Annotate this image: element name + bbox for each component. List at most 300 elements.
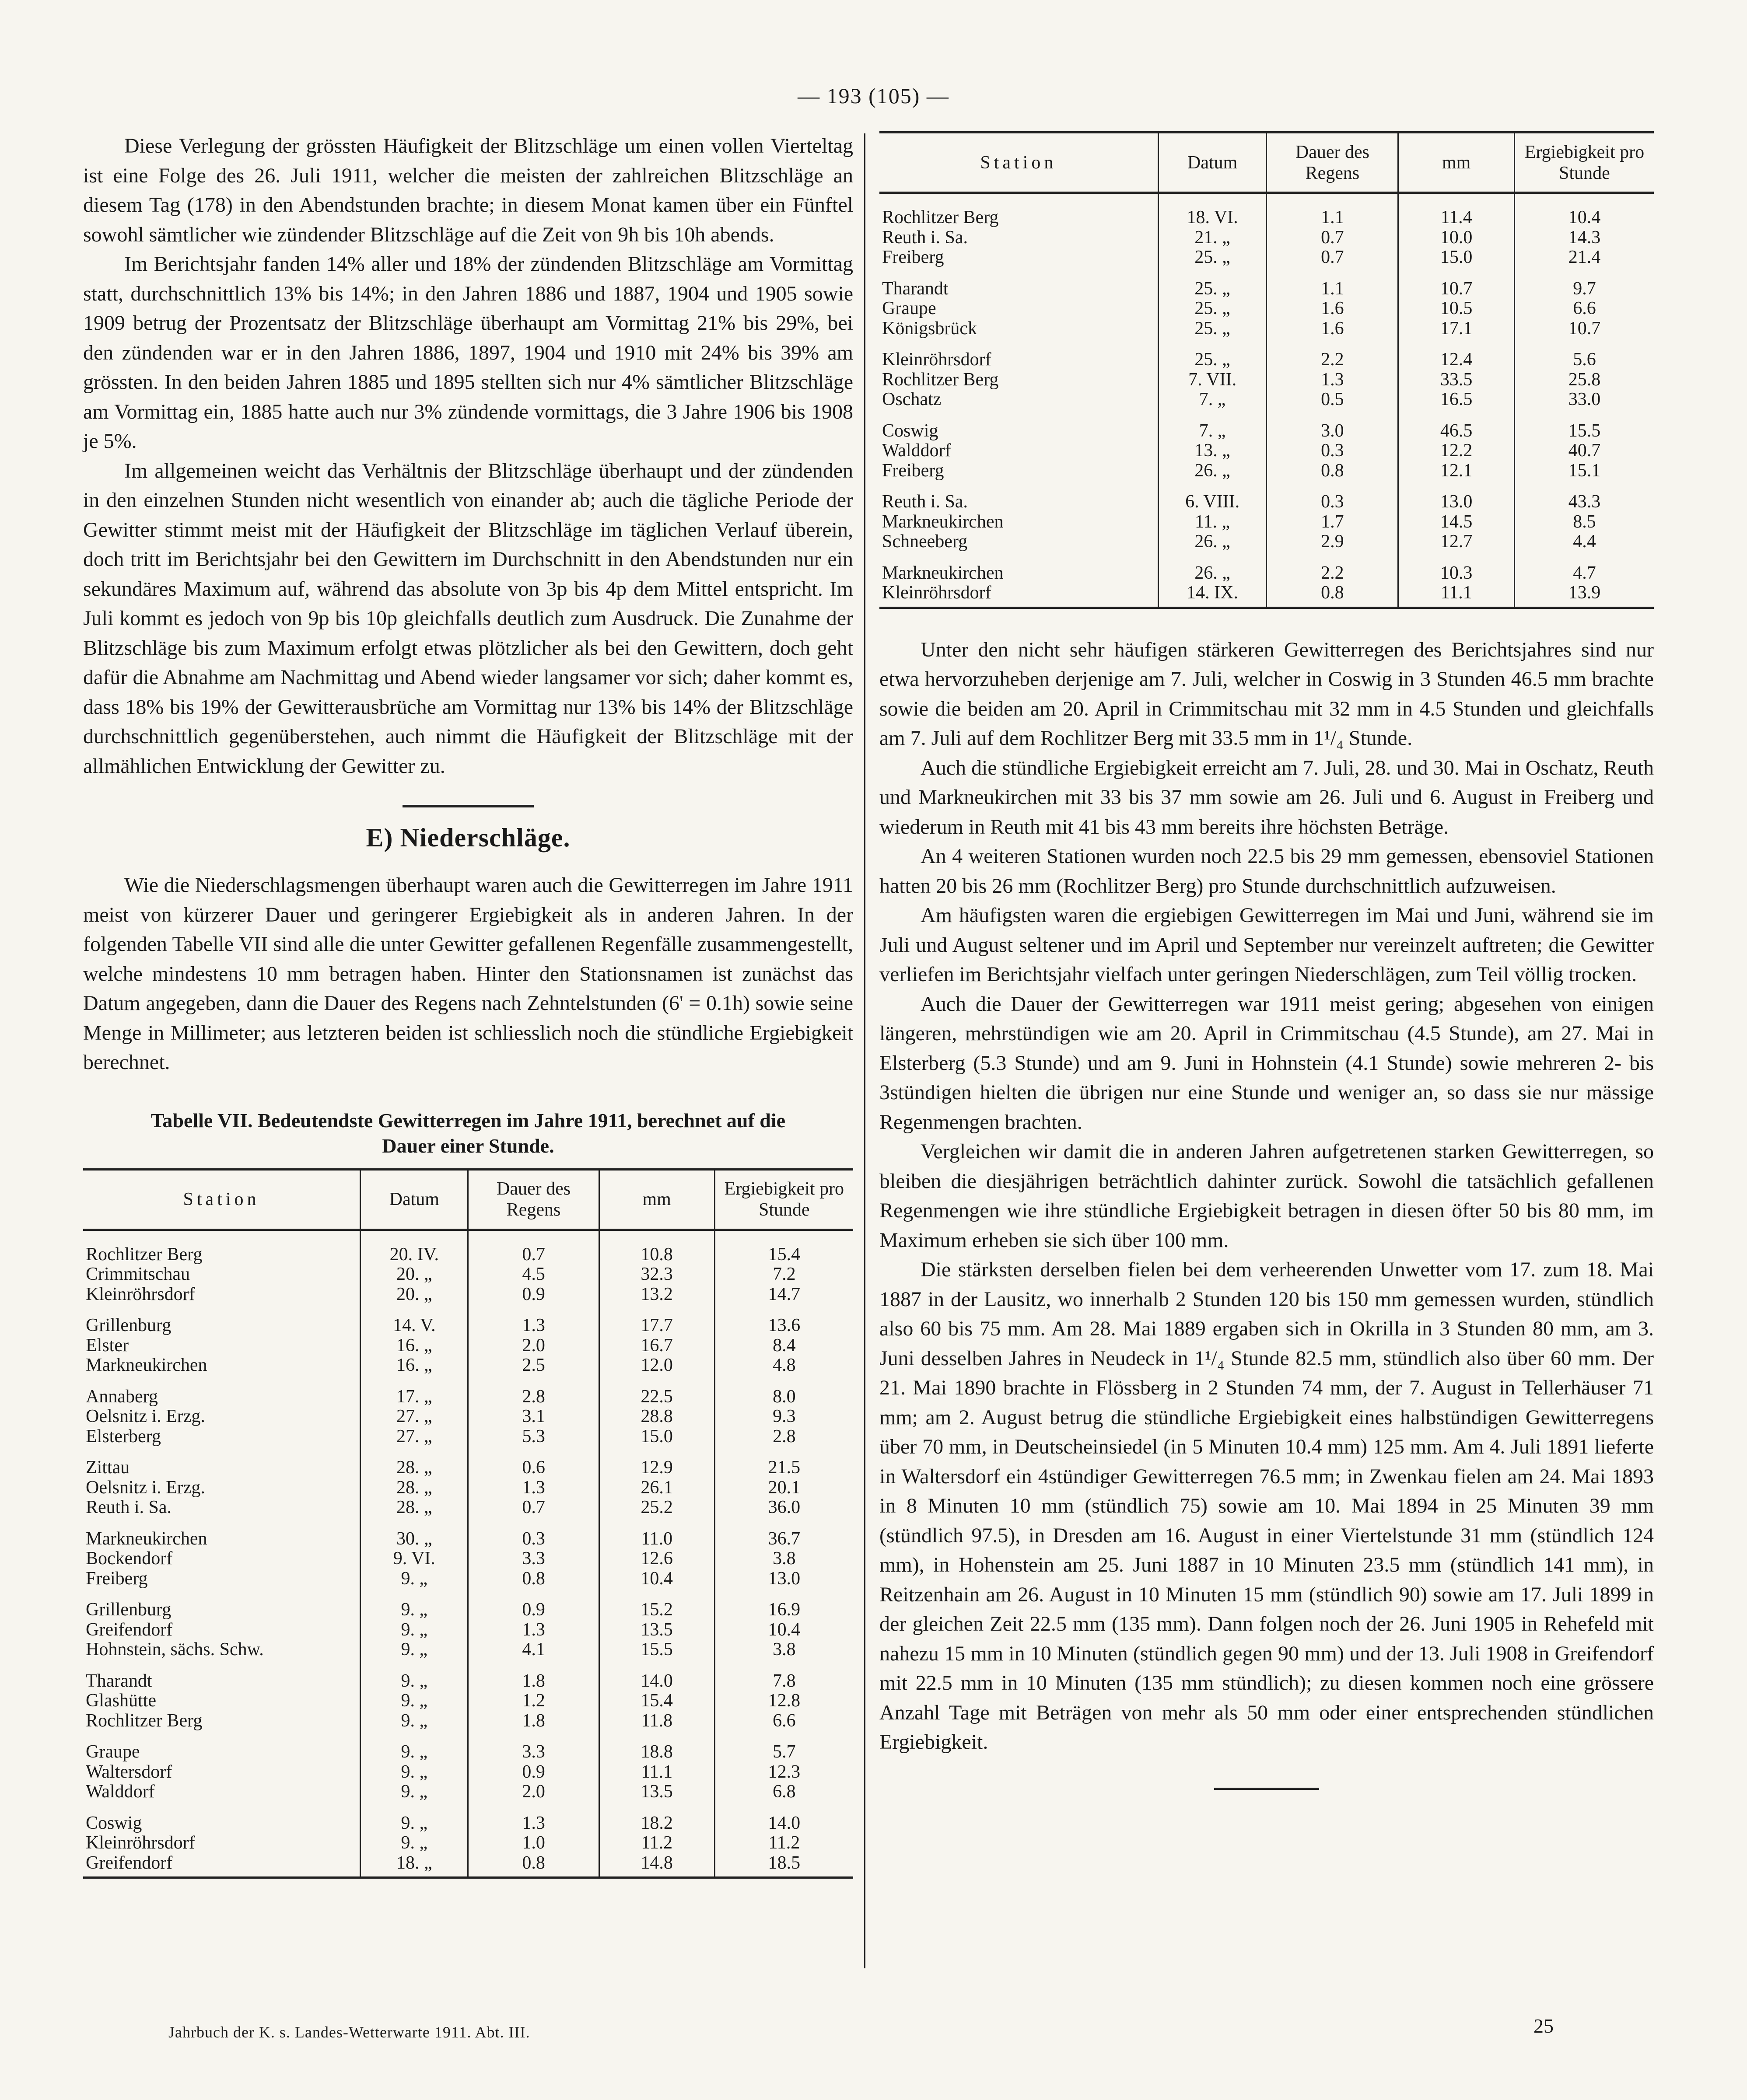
cell-mm: 22.5 — [599, 1376, 714, 1407]
cell-ergiebigkeit: 9.3 — [714, 1407, 853, 1427]
table-row — [83, 1427, 853, 1447]
cell-ergiebigkeit: 13.0 — [714, 1569, 853, 1589]
cell-station: Crimmitschau — [86, 1264, 190, 1284]
table-header-row — [879, 133, 1654, 193]
table-row — [83, 1498, 853, 1518]
cell-mm: 13.5 — [599, 1782, 714, 1802]
cell-ergiebigkeit: 12.8 — [714, 1691, 853, 1711]
table-row — [879, 248, 1654, 268]
cell-station: Elster — [86, 1335, 129, 1356]
cell-station: Zittau — [86, 1457, 130, 1478]
paragraph: Auch die stündliche Ergiebigkeit erreicht am 7. Juli, 28. und 30. Mai in Oschatz, Reuth und Markneukirchen mit 33 bis 37 mm sowie am 26. Juli und 6. August in Freiberg und wiederum in Reuth mit 41 bis 43 mm bereits ihre höchsten Beträge. — [879, 756, 1654, 839]
cell-station: Kleinröhrsdorf — [86, 1833, 195, 1853]
cell-ergiebigkeit: 5.7 — [714, 1731, 853, 1762]
table-row — [879, 390, 1654, 410]
cell-mm: 12.1 — [1398, 461, 1515, 481]
cell-ergiebigkeit: 15.4 — [714, 1245, 853, 1265]
cell-ergiebigkeit: 14.0 — [714, 1802, 853, 1834]
cell-dauer: 1.3 — [468, 1802, 599, 1834]
cell-datum: 25. „ — [1158, 319, 1267, 339]
cell-station: Graupe — [882, 298, 936, 318]
table-row — [83, 1731, 853, 1762]
cell-datum: 9. VI. — [361, 1549, 468, 1569]
cell-datum: 25. „ — [1158, 268, 1267, 299]
cell-ergiebigkeit: 18.5 — [714, 1853, 853, 1878]
cell-mm: 15.5 — [599, 1640, 714, 1660]
cell-dauer: 1.6 — [1267, 319, 1398, 339]
paragraph: Die stärksten derselben fielen bei dem verheerenden Unwetter vom 17. zum 18. Mai 1887 in der Lausitz, wo innerhalb 2 Stunden 120 bis 150 mm gemessen wurden, stündlich also 60 bis 75 mm. Am 28. Mai 1889 ergaben sich in Okrilla in 3 Stunden 80 mm, am 3. Juni desselben Jahres in Neudeck in 1¹/₄ Stunde 82.5 mm, stündlich also über 60 mm. Der 21. Mai 1890 brachte in Flössberg in 2 Stunden 74 mm, der 7. August in Tellerhäuser 71 mm; am 2. August betrug die stündliche Ergiebigkeit eines halbstündigen Gewitterregens über 70 mm, in Deutscheinsiedel (in 5 Minuten 10.4 mm) 125 mm. Am 4. Juli 1891 lieferte in Waltersdorf ein 4stündiger Gewitterregen 76.5 mm; in Zwenkau fielen am 24. Mai 1893 in 8 Minuten 10 mm (stündlich 75) sowie am 10. Mai 1894 in 25 Minuten 39 mm (stündlich 97.5), in Dresden am 16. August in einer Viertelstunde 31 mm (stündlich 124 mm), in Hohenstein am 25. Juni 1887 in 10 Minuten 23.5 mm (stündlich 141 mm), in Reitzenhain am 26. August in 10 Minuten 15 mm (stündlich 90) sowie am 17. Juli 1899 in der gleichen Zeit 22.5 mm (135 mm). Dann folgen noch der 26. Juni 1905 in Rehefeld mit nahezu 15 mm in 10 Minuten (stündlich gegen 90 mm) und der 13. Juli 1908 in Greifendorf mit 22.5 mm in 10 Minuten (135 mm stündlich); zu diesen kommen noch eine grössere Anzahl Tage mit Beträgen von mehr als 50 mm oder einer entsprechenden stündlichen Ergiebigkeit. — [879, 1258, 1654, 1754]
table-spacer-row — [879, 193, 1654, 208]
cell-station: Rochlitzer Berg — [882, 369, 999, 390]
cell-dauer: 1.2 — [468, 1691, 599, 1711]
cell-mm: 46.5 — [1398, 410, 1515, 441]
cell-mm: 14.5 — [1398, 512, 1515, 532]
table-row — [83, 1782, 853, 1802]
cell-ergiebigkeit: 6.6 — [714, 1711, 853, 1731]
cell-dauer: 0.7 — [468, 1498, 599, 1518]
cell-station: Bockendorf — [86, 1548, 173, 1569]
cell-dauer: 3.3 — [468, 1731, 599, 1762]
cell-station: Freiberg — [86, 1568, 148, 1589]
cell-mm: 17.7 — [599, 1304, 714, 1336]
cell-station: Markneukirchen — [86, 1355, 207, 1375]
cell-datum: 9. „ — [361, 1569, 468, 1589]
cell-datum: 20. „ — [361, 1285, 468, 1305]
cell-dauer: 1.3 — [468, 1620, 599, 1640]
cell-datum: 16. „ — [361, 1356, 468, 1376]
table-row — [83, 1640, 853, 1660]
cell-ergiebigkeit: 13.9 — [1514, 583, 1654, 608]
cell-ergiebigkeit: 11.2 — [714, 1833, 853, 1853]
cell-mm: 18.2 — [599, 1802, 714, 1834]
cell-station: Königsbrück — [882, 318, 977, 339]
cell-mm: 12.6 — [599, 1549, 714, 1569]
header-mm: mm — [599, 1169, 714, 1230]
cell-dauer: 0.8 — [1267, 583, 1398, 608]
cell-datum: 17. „ — [361, 1376, 468, 1407]
cell-ergiebigkeit: 4.7 — [1514, 552, 1654, 584]
cell-ergiebigkeit: 14.3 — [1514, 228, 1654, 248]
cell-station: Greifendorf — [83, 1853, 361, 1878]
cell-ergiebigkeit: 36.7 — [714, 1518, 853, 1549]
cell-ergiebigkeit: 25.8 — [1514, 370, 1654, 390]
cell-mm: 11.0 — [599, 1518, 714, 1549]
cell-dauer: 0.7 — [468, 1245, 599, 1265]
header-mm: mm — [1398, 133, 1515, 193]
cell-ergiebigkeit: 15.1 — [1514, 461, 1654, 481]
cell-datum: 11. „ — [1158, 512, 1267, 532]
cell-dauer: 1.8 — [468, 1660, 599, 1691]
paragraph: Im Berichtsjahr fanden 14% aller und 18% der zündenden Blitzschläge am Vormittag statt, durchschnittlich 13% bis 14%; in den Jahren 1886 und 1887, 1904 und 1905 sowie 1909 betrug der Prozentsatz der Blitzschläge überhaupt am Vormittag 21% bis 29%, bei den zündenden war er in den Jahren 1886, 1897, 1904 und 1910 mit 24% bis 39% am grössten. In den beiden Jahren 1885 und 1895 stellten sich nur 4% sämtlicher Blitzschläge am Vormittag ein, 1885 hatte auch nur 3% zündende vormittags, die 3 Jahre 1906 bis 1908 je 5%. — [83, 252, 853, 453]
cell-station: Reuth i. Sa. — [882, 492, 968, 512]
header-datum: Datum — [1158, 133, 1267, 193]
table-row — [879, 319, 1654, 339]
cell-dauer: 0.6 — [468, 1447, 599, 1478]
cell-mm: 11.1 — [1398, 583, 1515, 608]
cell-ergiebigkeit: 16.9 — [714, 1589, 853, 1620]
section-rule — [403, 805, 534, 807]
table-row — [83, 1762, 853, 1782]
cell-ergiebigkeit: 8.4 — [714, 1336, 853, 1356]
cell-dauer: 2.2 — [1267, 552, 1398, 584]
table-row — [83, 1589, 853, 1620]
cell-ergiebigkeit: 43.3 — [1514, 481, 1654, 512]
column-divider — [864, 133, 865, 1968]
table-row — [83, 1447, 853, 1478]
cell-station: Tharandt — [86, 1670, 152, 1691]
cell-ergiebigkeit: 14.7 — [714, 1285, 853, 1305]
cell-mm: 16.7 — [599, 1336, 714, 1356]
table-row — [83, 1620, 853, 1640]
cell-datum: 7. „ — [1158, 390, 1267, 410]
cell-datum: 9. „ — [361, 1782, 468, 1802]
cell-dauer: 1.3 — [468, 1304, 599, 1336]
cell-ergiebigkeit: 4.8 — [714, 1356, 853, 1376]
cell-datum: 14. V. — [361, 1304, 468, 1336]
cell-dauer: 1.7 — [1267, 512, 1398, 532]
cell-datum: 9. „ — [361, 1691, 468, 1711]
cell-ergiebigkeit: 10.4 — [1514, 208, 1654, 228]
cell-station: Kleinröhrsdorf — [882, 349, 991, 370]
cell-station: Oelsnitz i. Erzg. — [86, 1477, 205, 1498]
table-row — [879, 228, 1654, 248]
cell-mm: 13.0 — [1398, 481, 1515, 512]
table-row — [83, 1691, 853, 1711]
cell-station: Markneukirchen — [882, 511, 1004, 532]
cell-mm: 15.0 — [599, 1427, 714, 1447]
table-row — [83, 1802, 853, 1834]
cell-dauer: 0.5 — [1267, 390, 1398, 410]
right-column — [879, 131, 1654, 1790]
cell-datum: 13. „ — [1158, 441, 1267, 461]
cell-datum: 9. „ — [361, 1711, 468, 1731]
cell-ergiebigkeit: 13.6 — [714, 1304, 853, 1336]
cell-ergiebigkeit: 6.8 — [714, 1782, 853, 1802]
cell-ergiebigkeit: 21.4 — [1514, 248, 1654, 268]
cell-ergiebigkeit: 6.6 — [1514, 299, 1654, 319]
cell-datum: 6. VIII. — [1158, 481, 1267, 512]
table-row — [879, 299, 1654, 319]
cell-datum: 9. „ — [361, 1762, 468, 1782]
cell-station: Schneeberg — [882, 531, 968, 552]
cell-datum: 21. „ — [1158, 228, 1267, 248]
cell-mm: 15.4 — [599, 1691, 714, 1711]
cell-ergiebigkeit: 2.8 — [714, 1427, 853, 1447]
cell-dauer: 2.9 — [1267, 532, 1398, 552]
cell-station: Rochlitzer Berg — [882, 207, 999, 227]
cell-dauer: 0.9 — [468, 1762, 599, 1782]
table-row — [879, 583, 1654, 608]
cell-dauer: 5.3 — [468, 1427, 599, 1447]
cell-datum: 9. „ — [361, 1731, 468, 1762]
cell-datum: 28. „ — [361, 1498, 468, 1518]
cell-dauer: 2.8 — [468, 1376, 599, 1407]
cell-station: Freiberg — [882, 247, 944, 267]
cell-datum: 9. „ — [361, 1802, 468, 1834]
cell-mm: 11.2 — [599, 1833, 714, 1853]
cell-dauer: 1.8 — [468, 1711, 599, 1731]
paragraph: Diese Verlegung der grössten Häufigkeit der Blitzschläge um einen vollen Vierteltag ist eine Folge des 26. Juli 1911, welcher die meisten der zahlreichen Blitzschläge an diesem Tag (178) in den Abendstunden brachte; in diesem Monat kamen über ein Fünftel sowohl sämtlicher wie zündender Blitzschläge auf die Zeit von 9h bis 10h abends. — [83, 134, 853, 246]
cell-dauer: 0.3 — [468, 1518, 599, 1549]
table-row — [879, 339, 1654, 370]
table-row — [83, 1407, 853, 1427]
cell-station: Coswig — [86, 1813, 142, 1833]
header-ergiebigkeit: Ergiebigkeit pro Stunde — [714, 1169, 853, 1230]
paragraph: Auch die Dauer der Gewitterregen war 1911 meist gering; abgesehen von einigen längeren, mehrstündigen wie am 20. April in Crimmitschau (4.5 Stunde), am 27. Mai in Elsterberg (5.3 Stunde) und am 9. Juni in Hohnstein (4.1 Stunde) sowie mehreren 2- bis 3stündigen hielten die übrigen nur eine Stunde und weniger an, so dass sie nur mässige Regenmengen brachten. — [879, 992, 1654, 1134]
cell-dauer: 1.3 — [1267, 370, 1398, 390]
cell-station: Freiberg — [882, 460, 944, 481]
table-row — [879, 410, 1654, 441]
cell-dauer: 2.2 — [1267, 339, 1398, 370]
cell-dauer: 1.6 — [1267, 299, 1398, 319]
cell-datum: 18. „ — [361, 1853, 468, 1878]
cell-dauer: 2.0 — [468, 1782, 599, 1802]
cell-dauer: 1.1 — [1267, 208, 1398, 228]
cell-mm: 12.7 — [1398, 532, 1515, 552]
cell-station: Elsterberg — [86, 1426, 161, 1447]
cell-datum: 7. „ — [1158, 410, 1267, 441]
table-header-row — [83, 1169, 853, 1230]
cell-ergiebigkeit: 8.0 — [714, 1376, 853, 1407]
cell-station: Hohnstein, sächs. Schw. — [86, 1639, 264, 1660]
cell-station: Rochlitzer Berg — [86, 1710, 203, 1731]
cell-datum: 28. „ — [361, 1478, 468, 1498]
cell-dauer: 1.3 — [468, 1478, 599, 1498]
table-row — [879, 481, 1654, 512]
table-row — [83, 1853, 853, 1878]
cell-mm: 10.8 — [599, 1245, 714, 1265]
cell-station: Greifendorf — [86, 1619, 173, 1640]
cell-datum: 14. IX. — [1158, 583, 1267, 608]
cell-station: Coswig — [882, 420, 938, 441]
cell-dauer: 3.1 — [468, 1407, 599, 1427]
cell-dauer: 2.5 — [468, 1356, 599, 1376]
cell-datum: 20. „ — [361, 1265, 468, 1285]
cell-dauer: 3.3 — [468, 1549, 599, 1569]
cell-ergiebigkeit: 5.6 — [1514, 339, 1654, 370]
table-row — [83, 1711, 853, 1731]
table-caption — [83, 1108, 853, 1159]
cell-datum: 25. „ — [1158, 339, 1267, 370]
cell-mm: 10.4 — [599, 1569, 714, 1589]
cell-station: Reuth i. Sa. — [86, 1497, 172, 1517]
cell-dauer: 0.3 — [1267, 441, 1398, 461]
cell-datum: 16. „ — [361, 1336, 468, 1356]
table-row — [879, 208, 1654, 228]
cell-ergiebigkeit: 36.0 — [714, 1498, 853, 1518]
cell-datum: 26. „ — [1158, 552, 1267, 584]
table-row — [879, 268, 1654, 299]
cell-ergiebigkeit: 4.4 — [1514, 532, 1654, 552]
header-datum: Datum — [361, 1169, 468, 1230]
rain-table-left — [83, 1168, 853, 1879]
table-row — [879, 461, 1654, 481]
cell-station: Oelsnitz i. Erzg. — [86, 1406, 205, 1426]
table-row — [83, 1376, 853, 1407]
paragraph: Am häufigsten waren die ergiebigen Gewitterregen im Mai und Juni, während sie im Juli und August seltener und im April und September nur vereinzelt auftreten; die Gewitter verliefen im Berichtsjahr vielfach unter geringen Niederschlägen, zum Teil völlig trocken. — [879, 904, 1654, 986]
cell-station: Kleinröhrsdorf — [879, 583, 1158, 608]
cell-dauer: 4.5 — [468, 1265, 599, 1285]
cell-ergiebigkeit: 10.4 — [714, 1620, 853, 1640]
cell-station: Graupe — [86, 1742, 140, 1762]
cell-datum: 9. „ — [361, 1660, 468, 1691]
cell-dauer: 3.0 — [1267, 410, 1398, 441]
cell-datum: 9. „ — [361, 1640, 468, 1660]
cell-mm: 17.1 — [1398, 319, 1515, 339]
cell-ergiebigkeit: 12.3 — [714, 1762, 853, 1782]
cell-mm: 11.1 — [599, 1762, 714, 1782]
table-caption-line: Tabelle VII. Bedeutendste Gewitterregen im Jahre 1911, berechnet auf die — [151, 1109, 786, 1132]
cell-datum: 27. „ — [361, 1427, 468, 1447]
cell-mm: 14.0 — [599, 1660, 714, 1691]
cell-station: Annaberg — [86, 1386, 158, 1407]
left-column — [83, 131, 853, 1879]
cell-dauer: 0.8 — [468, 1569, 599, 1589]
cell-dauer: 0.8 — [468, 1853, 599, 1878]
cell-mm: 10.3 — [1398, 552, 1515, 584]
cell-dauer: 0.3 — [1267, 481, 1398, 512]
cell-ergiebigkeit: 8.5 — [1514, 512, 1654, 532]
table-row — [83, 1356, 853, 1376]
cell-mm: 13.5 — [599, 1620, 714, 1640]
cell-mm: 26.1 — [599, 1478, 714, 1498]
table-row — [83, 1833, 853, 1853]
cell-dauer: 0.9 — [468, 1589, 599, 1620]
cell-ergiebigkeit: 20.1 — [714, 1478, 853, 1498]
cell-mm: 12.2 — [1398, 441, 1515, 461]
cell-ergiebigkeit: 7.2 — [714, 1265, 853, 1285]
cell-ergiebigkeit: 3.8 — [714, 1640, 853, 1660]
table-body — [83, 1230, 853, 1878]
table-row — [83, 1304, 853, 1336]
cell-station: Glashütte — [86, 1691, 156, 1711]
header-station: Station — [879, 133, 1158, 193]
cell-mm: 11.4 — [1398, 208, 1515, 228]
cell-mm: 18.8 — [599, 1731, 714, 1762]
cell-mm: 14.8 — [599, 1853, 714, 1878]
page-header: — 193 (105) — — [798, 84, 949, 108]
section-title: E) Niederschläge. — [366, 823, 571, 852]
table-row — [879, 441, 1654, 461]
cell-datum: 28. „ — [361, 1447, 468, 1478]
table-row — [83, 1336, 853, 1356]
paragraph: Wie die Niederschlagsmengen überhaupt waren auch die Gewitterregen im Jahre 1911 meist von kürzerer Dauer und geringerer Ergiebigkeit als in anderen Jahren. In der folgenden Tabelle VII sind alle die unter Gewitter gefallenen Regenfälle zusammengestellt, welche mindestens 10 mm betragen haben. Hinter den Stationsnamen ist zunächst das Datum angegeben, dann die Dauer des Regens nach Zehntelstunden (6' = 0.1h) sowie seine Menge in Millimeter; aus letzteren beiden ist schliesslich noch die stündliche Ergiebigkeit berechnet. — [83, 874, 853, 1074]
end-rule — [1214, 1788, 1319, 1790]
header-station: Station — [83, 1169, 361, 1230]
cell-datum: 27. „ — [361, 1407, 468, 1427]
paragraph: Im allgemeinen weicht das Verhältnis der Blitzschläge überhaupt und der zündenden in den einzelnen Stunden nicht wesentlich von einander ab; auch die tägliche Periode der Gewitter stimmt meist mit der Häufigkeit der Blitzschläge im täglichen Verlauf überein, doch tritt im Berichtsjahr bei den Gewittern im Durchschnitt in den Abendstunden nur ein sekundäres Maximum auf, während das absolute von 3p bis 4p dem Mittel entspricht. Im Juli kommt es jedoch von 9p bis 10p gleichfalls deutlich zum Ausdruck. Die Zunahme der Blitzschläge bis zum Maximum erfolgt etwas plötzlicher als bei den Gewittern, doch geht dafür die Abnahme am Nachmittag und Abend wieder langsamer vor sich; daher kommt es, dass 18% bis 19% der Gewitterausbrüche am Vormittag nur 13% bis 14% der Blitzschläge durchschnittlich gegenüberstehen, auch nimmt die Häufigkeit der Blitzschläge mit der allmählichen Entwicklung der Gewitter zu. — [83, 459, 853, 778]
cell-ergiebigkeit: 9.7 — [1514, 268, 1654, 299]
cell-mm: 10.5 — [1398, 299, 1515, 319]
cell-ergiebigkeit: 40.7 — [1514, 441, 1654, 461]
cell-station: Tharandt — [882, 278, 949, 299]
paragraph: An 4 weiteren Stationen wurden noch 22.5 bis 29 mm gemessen, ebensoviel Stationen hatten 20 bis 26 mm (Rochlitzer Berg) pro Stunde durchschnittlich aufzuweisen. — [879, 845, 1654, 898]
header-dauer: Dauer des Regens — [1267, 133, 1398, 193]
cell-datum: 25. „ — [1158, 248, 1267, 268]
cell-dauer: 0.9 — [468, 1285, 599, 1305]
cell-mm: 33.5 — [1398, 370, 1515, 390]
table-row — [879, 370, 1654, 390]
table-row — [83, 1478, 853, 1498]
paragraph: Vergleichen wir damit die in anderen Jahren aufgetretenen starken Gewitterregen, so bleiben die diesjährigen beträchtlich dahinter zurück. Sowohl die tatsächlich gefallenen Regenmengen wie ihre stündliche Ergiebigkeit betragen in diesen öfter 50 bis 80 mm, im Maximum erheben sie sich über 100 mm. — [879, 1140, 1654, 1252]
cell-station: Markneukirchen — [882, 563, 1004, 583]
cell-mm: 11.8 — [599, 1711, 714, 1731]
table-row — [879, 532, 1654, 552]
cell-datum: 9. „ — [361, 1833, 468, 1853]
cell-mm: 28.8 — [599, 1407, 714, 1427]
cell-datum: 9. „ — [361, 1589, 468, 1620]
cell-mm: 13.2 — [599, 1285, 714, 1305]
cell-dauer: 2.0 — [468, 1336, 599, 1356]
cell-dauer: 4.1 — [468, 1640, 599, 1660]
cell-ergiebigkeit: 7.8 — [714, 1660, 853, 1691]
table-row — [83, 1549, 853, 1569]
page-number: 25 — [1533, 2015, 1554, 2037]
cell-mm: 10.0 — [1398, 228, 1515, 248]
table-row — [83, 1285, 853, 1305]
cell-dauer: 0.8 — [1267, 461, 1398, 481]
table-row — [83, 1245, 853, 1265]
table-row — [83, 1569, 853, 1589]
cell-mm: 12.0 — [599, 1356, 714, 1376]
table-row — [879, 512, 1654, 532]
cell-mm: 10.7 — [1398, 268, 1515, 299]
cell-station: Reuth i. Sa. — [882, 227, 968, 248]
cell-ergiebigkeit: 10.7 — [1514, 319, 1654, 339]
cell-ergiebigkeit: 3.8 — [714, 1549, 853, 1569]
cell-dauer: 1.1 — [1267, 268, 1398, 299]
rain-table-right — [879, 131, 1654, 609]
header-ergiebigkeit: Ergiebigkeit pro Stunde — [1514, 133, 1654, 193]
cell-mm: 15.0 — [1398, 248, 1515, 268]
cell-station: Waltersdorf — [86, 1761, 172, 1782]
cell-station: Grillenburg — [86, 1315, 172, 1335]
cell-datum: 20. IV. — [361, 1245, 468, 1265]
cell-mm: 15.2 — [599, 1589, 714, 1620]
cell-datum: 9. „ — [361, 1620, 468, 1640]
cell-station: Oschatz — [882, 389, 942, 409]
cell-station: Walddorf — [882, 440, 951, 461]
cell-datum: 7. VII. — [1158, 370, 1267, 390]
header-dauer: Dauer des Regens — [468, 1169, 599, 1230]
cell-mm: 25.2 — [599, 1498, 714, 1518]
table-row — [83, 1518, 853, 1549]
table-row — [83, 1265, 853, 1285]
cell-dauer: 0.7 — [1267, 228, 1398, 248]
cell-ergiebigkeit: 21.5 — [714, 1447, 853, 1478]
table-body — [879, 193, 1654, 608]
cell-station: Kleinröhrsdorf — [86, 1284, 195, 1304]
paragraph: Unter den nicht sehr häufigen stärkeren Gewitterregen des Berichtsjahres sind nur etwa hervorzuheben derjenige am 7. Juli, welcher in Coswig in 3 Stunden 46.5 mm brachte sowie die beiden am 20. April in Crimmitschau mit 32 mm in 4.5 Stunden und gleichfalls am 7. Juli auf dem Rochlitzer Berg mit 33.5 mm in 1¹/₄ Stunde. — [879, 638, 1654, 750]
cell-station: Walddorf — [86, 1782, 155, 1802]
cell-dauer: 0.7 — [1267, 248, 1398, 268]
cell-datum: 26. „ — [1158, 461, 1267, 481]
table-spacer-row — [83, 1230, 853, 1245]
cell-dauer: 1.0 — [468, 1833, 599, 1853]
footer-publication: Jahrbuch der K. s. Landes-Wetterwarte 1911. Abt. III. — [168, 2023, 530, 2041]
cell-station: Markneukirchen — [86, 1528, 207, 1549]
cell-datum: 30. „ — [361, 1518, 468, 1549]
cell-ergiebigkeit: 33.0 — [1514, 390, 1654, 410]
cell-mm: 12.9 — [599, 1447, 714, 1478]
cell-datum: 25. „ — [1158, 299, 1267, 319]
cell-station: Grillenburg — [86, 1600, 172, 1620]
table-caption-line: Dauer einer Stunde. — [382, 1134, 554, 1157]
cell-mm: 12.4 — [1398, 339, 1515, 370]
table-row — [83, 1660, 853, 1691]
table-row — [879, 552, 1654, 584]
cell-ergiebigkeit: 15.5 — [1514, 410, 1654, 441]
